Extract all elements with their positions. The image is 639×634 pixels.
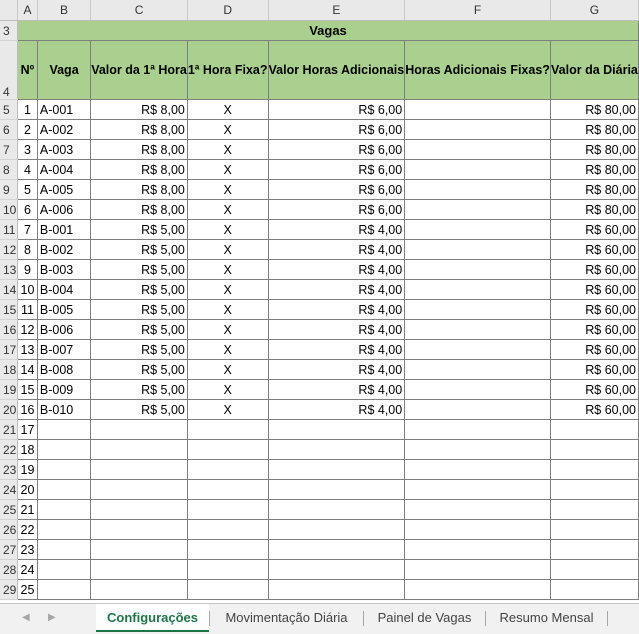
cell-valor-1a-hora[interactable]: R$ 8,00 [91, 200, 188, 220]
table-row [0, 480, 639, 500]
cell-valor-horas-adicionais[interactable]: R$ 4,00 [268, 340, 405, 360]
cell-horas-adicionais-fixas[interactable] [405, 320, 551, 340]
cell-1a-hora-fixa[interactable] [187, 440, 268, 460]
cell-valor-diaria[interactable] [550, 540, 638, 560]
cell-valor-diaria[interactable]: R$ 60,00 [550, 380, 638, 400]
table-row [0, 140, 639, 160]
cell-1a-hora-fixa[interactable] [187, 540, 268, 560]
cell-vaga[interactable]: B-007 [37, 340, 90, 360]
cell-valor-1a-hora[interactable] [91, 500, 188, 520]
cell-vaga[interactable]: B-001 [37, 220, 90, 240]
cell-n[interactable]: 14 [18, 360, 38, 380]
cell-vaga[interactable]: B-005 [37, 300, 90, 320]
cell-horas-adicionais-fixas[interactable] [405, 540, 551, 560]
cell-1a-hora-fixa[interactable]: X [187, 220, 268, 240]
column-header-row [0, 0, 639, 21]
table-row [0, 360, 639, 380]
cell-valor-1a-hora[interactable]: R$ 5,00 [91, 400, 188, 420]
cell-valor-horas-adicionais[interactable]: R$ 6,00 [268, 140, 405, 160]
cell-valor-horas-adicionais[interactable]: R$ 4,00 [268, 220, 405, 240]
table-row [0, 200, 639, 220]
cell-valor-1a-hora[interactable] [91, 460, 188, 480]
column-header-a[interactable]: A [18, 0, 38, 21]
row-header[interactable]: 10 [0, 200, 18, 220]
cell-1a-hora-fixa[interactable]: X [187, 240, 268, 260]
cell-horas-adicionais-fixas[interactable] [405, 420, 551, 440]
tab-configuracoes[interactable]: Configurações [96, 604, 209, 632]
cell-valor-1a-hora[interactable] [91, 420, 188, 440]
table-row [0, 380, 639, 400]
cell-1a-hora-fixa[interactable] [187, 500, 268, 520]
tab-movimentacao-diaria[interactable]: Movimentação Diária [225, 610, 348, 625]
cell-1a-hora-fixa[interactable]: X [187, 260, 268, 280]
table-row [0, 320, 639, 340]
row-header[interactable]: 12 [0, 240, 18, 260]
cell-n[interactable]: 16 [18, 400, 38, 420]
cell-valor-1a-hora[interactable] [91, 440, 188, 460]
cell-1a-hora-fixa[interactable]: X [187, 100, 268, 120]
cell-vaga[interactable]: B-008 [37, 360, 90, 380]
cell-n[interactable]: 4 [18, 160, 38, 180]
cell-valor-diaria[interactable]: R$ 60,00 [550, 240, 638, 260]
cell-vaga[interactable]: B-009 [37, 380, 90, 400]
row-header[interactable]: 3 [0, 21, 18, 41]
row-header[interactable]: 20 [0, 400, 18, 420]
cell-vaga[interactable]: A-004 [37, 160, 90, 180]
cell-horas-adicionais-fixas[interactable] [405, 180, 551, 200]
cell-vaga[interactable] [37, 560, 90, 580]
table-header-row [0, 41, 639, 100]
cell-valor-diaria[interactable] [550, 520, 638, 540]
cell-1a-hora-fixa[interactable]: X [187, 160, 268, 180]
cell-valor-horas-adicionais[interactable] [268, 440, 405, 460]
table-row [0, 300, 639, 320]
cell-valor-1a-hora[interactable]: R$ 8,00 [91, 140, 188, 160]
header-n[interactable]: Nº [18, 41, 38, 100]
tab-resumo-mensal[interactable]: Resumo Mensal [499, 610, 594, 625]
cell-horas-adicionais-fixas[interactable] [405, 260, 551, 280]
table-row [0, 220, 639, 240]
cell-1a-hora-fixa[interactable]: X [187, 200, 268, 220]
cell-valor-horas-adicionais[interactable] [268, 460, 405, 480]
row-header[interactable]: 23 [0, 460, 18, 480]
cell-valor-diaria[interactable] [550, 460, 638, 480]
table-title[interactable]: Vagas [18, 21, 639, 41]
cell-valor-horas-adicionais[interactable] [268, 500, 405, 520]
cell-n[interactable]: 8 [18, 240, 38, 260]
cell-n[interactable]: 7 [18, 220, 38, 240]
cell-vaga[interactable] [37, 540, 90, 560]
cell-vaga[interactable]: B-003 [37, 260, 90, 280]
cell-vaga[interactable] [37, 520, 90, 540]
cell-n[interactable]: 15 [18, 380, 38, 400]
cell-valor-diaria[interactable]: R$ 60,00 [550, 260, 638, 280]
cell-valor-diaria[interactable] [550, 440, 638, 460]
header-valor-horas-adicionais[interactable]: Valor Horas Adicionais [268, 41, 405, 100]
cell-valor-1a-hora[interactable] [91, 560, 188, 580]
cell-horas-adicionais-fixas[interactable] [405, 520, 551, 540]
cell-valor-horas-adicionais[interactable] [268, 580, 405, 600]
cell-valor-horas-adicionais[interactable]: R$ 6,00 [268, 180, 405, 200]
cell-1a-hora-fixa[interactable] [187, 560, 268, 580]
cell-valor-diaria[interactable] [550, 420, 638, 440]
cell-valor-diaria[interactable]: R$ 60,00 [550, 320, 638, 340]
cell-1a-hora-fixa[interactable]: X [187, 300, 268, 320]
cell-valor-1a-hora[interactable] [91, 520, 188, 540]
cell-n[interactable]: 10 [18, 280, 38, 300]
cell-valor-horas-adicionais[interactable] [268, 480, 405, 500]
sheet-tab-bar [0, 603, 639, 634]
row-header[interactable]: 26 [0, 520, 18, 540]
cell-n[interactable]: 22 [18, 520, 38, 540]
cell-valor-1a-hora[interactable]: R$ 5,00 [91, 220, 188, 240]
cell-n[interactable]: 21 [18, 500, 38, 520]
header-valor-1a-hora[interactable]: Valor da 1ª Hora [91, 41, 188, 100]
cell-horas-adicionais-fixas[interactable] [405, 220, 551, 240]
cell-valor-horas-adicionais[interactable]: R$ 4,00 [268, 300, 405, 320]
table-row [0, 460, 639, 480]
row-header[interactable]: 7 [0, 140, 18, 160]
cell-1a-hora-fixa[interactable] [187, 420, 268, 440]
row-header[interactable]: 19 [0, 380, 18, 400]
cell-vaga[interactable]: A-006 [37, 200, 90, 220]
table-row [0, 120, 639, 140]
cell-horas-adicionais-fixas[interactable] [405, 200, 551, 220]
cell-valor-diaria[interactable]: R$ 60,00 [550, 300, 638, 320]
table-row [0, 520, 639, 540]
table-row [0, 440, 639, 460]
row-header[interactable]: 21 [0, 420, 18, 440]
table-row [0, 280, 639, 300]
row-header[interactable]: 18 [0, 360, 18, 380]
cell-n[interactable]: 25 [18, 580, 38, 600]
row-header[interactable]: 9 [0, 180, 18, 200]
cell-n[interactable]: 24 [18, 560, 38, 580]
cell-1a-hora-fixa[interactable]: X [187, 140, 268, 160]
cell-horas-adicionais-fixas[interactable] [405, 460, 551, 480]
cell-vaga[interactable] [37, 440, 90, 460]
cell-valor-horas-adicionais[interactable]: R$ 4,00 [268, 360, 405, 380]
cell-n[interactable]: 11 [18, 300, 38, 320]
cell-valor-horas-adicionais[interactable]: R$ 6,00 [268, 120, 405, 140]
row-header[interactable]: 4 [0, 41, 18, 100]
column-header-c[interactable]: C [91, 0, 188, 21]
cell-valor-1a-hora[interactable]: R$ 5,00 [91, 240, 188, 260]
cell-vaga[interactable]: B-010 [37, 400, 90, 420]
cell-vaga[interactable]: B-004 [37, 280, 90, 300]
cell-valor-horas-adicionais[interactable]: R$ 4,00 [268, 400, 405, 420]
cell-valor-1a-hora[interactable] [91, 540, 188, 560]
cell-n[interactable]: 20 [18, 480, 38, 500]
cell-horas-adicionais-fixas[interactable] [405, 560, 551, 580]
cell-n[interactable]: 9 [18, 260, 38, 280]
cell-valor-diaria[interactable] [550, 560, 638, 580]
table-row [0, 400, 639, 420]
cell-1a-hora-fixa[interactable]: X [187, 360, 268, 380]
cell-1a-hora-fixa[interactable] [187, 460, 268, 480]
cell-valor-diaria[interactable]: R$ 60,00 [550, 220, 638, 240]
row-header[interactable]: 14 [0, 280, 18, 300]
cell-n[interactable]: 6 [18, 200, 38, 220]
cell-vaga[interactable] [37, 500, 90, 520]
cell-n[interactable]: 12 [18, 320, 38, 340]
table-row [0, 560, 639, 580]
cell-valor-1a-hora[interactable]: R$ 8,00 [91, 160, 188, 180]
cell-valor-diaria[interactable]: R$ 80,00 [550, 160, 638, 180]
column-header-f[interactable]: F [405, 0, 551, 21]
cell-vaga[interactable] [37, 480, 90, 500]
header-1a-hora-fixa[interactable]: 1ª Hora Fixa? [187, 41, 268, 100]
cell-1a-hora-fixa[interactable] [187, 480, 268, 500]
cell-horas-adicionais-fixas[interactable] [405, 240, 551, 260]
cell-vaga[interactable]: A-001 [37, 100, 90, 120]
row-header[interactable]: 22 [0, 440, 18, 460]
cell-valor-diaria[interactable]: R$ 60,00 [550, 280, 638, 300]
cell-valor-horas-adicionais[interactable] [268, 540, 405, 560]
cell-vaga[interactable]: B-006 [37, 320, 90, 340]
table-row [0, 500, 639, 520]
row-header[interactable]: 25 [0, 500, 18, 520]
row-header[interactable]: 29 [0, 580, 18, 600]
row-header[interactable]: 16 [0, 320, 18, 340]
cell-vaga[interactable]: A-005 [37, 180, 90, 200]
cell-valor-1a-hora[interactable]: R$ 5,00 [91, 380, 188, 400]
column-header-d[interactable]: D [187, 0, 268, 21]
table-row [0, 180, 639, 200]
cell-n[interactable]: 1 [18, 100, 38, 120]
cell-valor-1a-hora[interactable]: R$ 8,00 [91, 180, 188, 200]
cell-valor-diaria[interactable]: R$ 60,00 [550, 340, 638, 360]
cell-vaga[interactable]: B-002 [37, 240, 90, 260]
cell-valor-1a-hora[interactable]: R$ 8,00 [91, 100, 188, 120]
cell-valor-diaria[interactable]: R$ 80,00 [550, 180, 638, 200]
cell-n[interactable]: 18 [18, 440, 38, 460]
cell-n[interactable]: 23 [18, 540, 38, 560]
table-row [0, 240, 639, 260]
row-header[interactable]: 17 [0, 340, 18, 360]
cell-1a-hora-fixa[interactable]: X [187, 280, 268, 300]
column-header-g[interactable]: G [550, 0, 638, 21]
triangle-left-icon[interactable]: ◀ [22, 612, 30, 623]
table-row [0, 160, 639, 180]
cell-valor-horas-adicionais[interactable]: R$ 4,00 [268, 240, 405, 260]
title-row [0, 21, 639, 41]
cell-horas-adicionais-fixas[interactable] [405, 580, 551, 600]
row-header[interactable]: 15 [0, 300, 18, 320]
cell-vaga[interactable]: A-002 [37, 120, 90, 140]
cell-horas-adicionais-fixas[interactable] [405, 480, 551, 500]
header-valor-diaria[interactable]: Valor da Diária [550, 41, 638, 100]
cell-n[interactable]: 5 [18, 180, 38, 200]
cell-1a-hora-fixa[interactable] [187, 580, 268, 600]
cell-valor-horas-adicionais[interactable]: R$ 4,00 [268, 380, 405, 400]
row-header[interactable]: 5 [0, 100, 18, 120]
cell-horas-adicionais-fixas[interactable] [405, 360, 551, 380]
cell-horas-adicionais-fixas[interactable] [405, 140, 551, 160]
cell-n[interactable]: 3 [18, 140, 38, 160]
cell-valor-horas-adicionais[interactable]: R$ 6,00 [268, 160, 405, 180]
row-header[interactable]: 28 [0, 560, 18, 580]
column-header-b[interactable]: B [37, 0, 90, 21]
cell-valor-horas-adicionais[interactable] [268, 520, 405, 540]
cell-1a-hora-fixa[interactable]: X [187, 340, 268, 360]
cell-valor-1a-hora[interactable]: R$ 5,00 [91, 340, 188, 360]
cell-valor-horas-adicionais[interactable]: R$ 6,00 [268, 100, 405, 120]
cell-1a-hora-fixa[interactable]: X [187, 380, 268, 400]
cell-vaga[interactable] [37, 580, 90, 600]
triangle-right-icon[interactable]: ▶ [48, 612, 56, 623]
cell-horas-adicionais-fixas[interactable] [405, 120, 551, 140]
row-header[interactable]: 8 [0, 160, 18, 180]
cell-vaga[interactable] [37, 460, 90, 480]
cell-horas-adicionais-fixas[interactable] [405, 160, 551, 180]
cell-horas-adicionais-fixas[interactable] [405, 300, 551, 320]
column-header-e[interactable]: E [268, 0, 405, 21]
cell-valor-diaria[interactable]: R$ 60,00 [550, 360, 638, 380]
table-row [0, 540, 639, 560]
row-header[interactable]: 24 [0, 480, 18, 500]
cell-valor-1a-hora[interactable]: R$ 5,00 [91, 260, 188, 280]
cell-valor-diaria[interactable] [550, 480, 638, 500]
table-row [0, 340, 639, 360]
cell-1a-hora-fixa[interactable]: X [187, 180, 268, 200]
cell-valor-horas-adicionais[interactable] [268, 420, 405, 440]
cell-vaga[interactable] [37, 420, 90, 440]
cell-horas-adicionais-fixas[interactable] [405, 380, 551, 400]
row-header[interactable]: 13 [0, 260, 18, 280]
cell-horas-adicionais-fixas[interactable] [405, 280, 551, 300]
cell-horas-adicionais-fixas[interactable] [405, 400, 551, 420]
cell-valor-diaria[interactable]: R$ 80,00 [550, 120, 638, 140]
tab-separator [607, 611, 608, 626]
cell-1a-hora-fixa[interactable]: X [187, 120, 268, 140]
cell-valor-horas-adicionais[interactable]: R$ 4,00 [268, 280, 405, 300]
table-row [0, 260, 639, 280]
cell-valor-diaria[interactable]: R$ 80,00 [550, 100, 638, 120]
cell-1a-hora-fixa[interactable] [187, 520, 268, 540]
cell-valor-diaria[interactable]: R$ 60,00 [550, 400, 638, 420]
header-vaga[interactable]: Vaga [37, 41, 90, 100]
tab-painel-de-vagas[interactable]: Painel de Vagas [377, 610, 472, 625]
cell-valor-1a-hora[interactable] [91, 480, 188, 500]
cell-valor-1a-hora[interactable]: R$ 5,00 [91, 300, 188, 320]
cell-1a-hora-fixa[interactable]: X [187, 320, 268, 340]
cell-n[interactable]: 19 [18, 460, 38, 480]
cell-valor-1a-hora[interactable]: R$ 5,00 [91, 360, 188, 380]
cell-valor-diaria[interactable] [550, 500, 638, 520]
header-horas-adicionais-fixas[interactable]: Horas Adicionais Fixas? [405, 41, 551, 100]
table-row [0, 420, 639, 440]
cell-valor-diaria[interactable] [550, 580, 638, 600]
cell-valor-horas-adicionais[interactable]: R$ 4,00 [268, 260, 405, 280]
cell-n[interactable]: 13 [18, 340, 38, 360]
cell-valor-1a-hora[interactable]: R$ 5,00 [91, 320, 188, 340]
cell-valor-horas-adicionais[interactable]: R$ 6,00 [268, 200, 405, 220]
cell-n[interactable]: 17 [18, 420, 38, 440]
cell-valor-diaria[interactable]: R$ 80,00 [550, 200, 638, 220]
cell-1a-hora-fixa[interactable]: X [187, 400, 268, 420]
table-row [0, 580, 639, 600]
row-header[interactable]: 11 [0, 220, 18, 240]
cell-valor-horas-adicionais[interactable]: R$ 4,00 [268, 320, 405, 340]
cell-valor-horas-adicionais[interactable] [268, 560, 405, 580]
row-header[interactable]: 27 [0, 540, 18, 560]
cell-horas-adicionais-fixas[interactable] [405, 440, 551, 460]
cell-valor-1a-hora[interactable] [91, 580, 188, 600]
cell-horas-adicionais-fixas[interactable] [405, 100, 551, 120]
row-header[interactable]: 6 [0, 120, 18, 140]
cell-valor-diaria[interactable]: R$ 80,00 [550, 140, 638, 160]
cell-n[interactable]: 2 [18, 120, 38, 140]
cell-valor-1a-hora[interactable]: R$ 8,00 [91, 120, 188, 140]
cell-valor-1a-hora[interactable]: R$ 5,00 [91, 280, 188, 300]
cell-vaga[interactable]: A-003 [37, 140, 90, 160]
cell-horas-adicionais-fixas[interactable] [405, 340, 551, 360]
cell-horas-adicionais-fixas[interactable] [405, 500, 551, 520]
table-row [0, 100, 639, 120]
select-all-corner[interactable] [0, 0, 18, 21]
